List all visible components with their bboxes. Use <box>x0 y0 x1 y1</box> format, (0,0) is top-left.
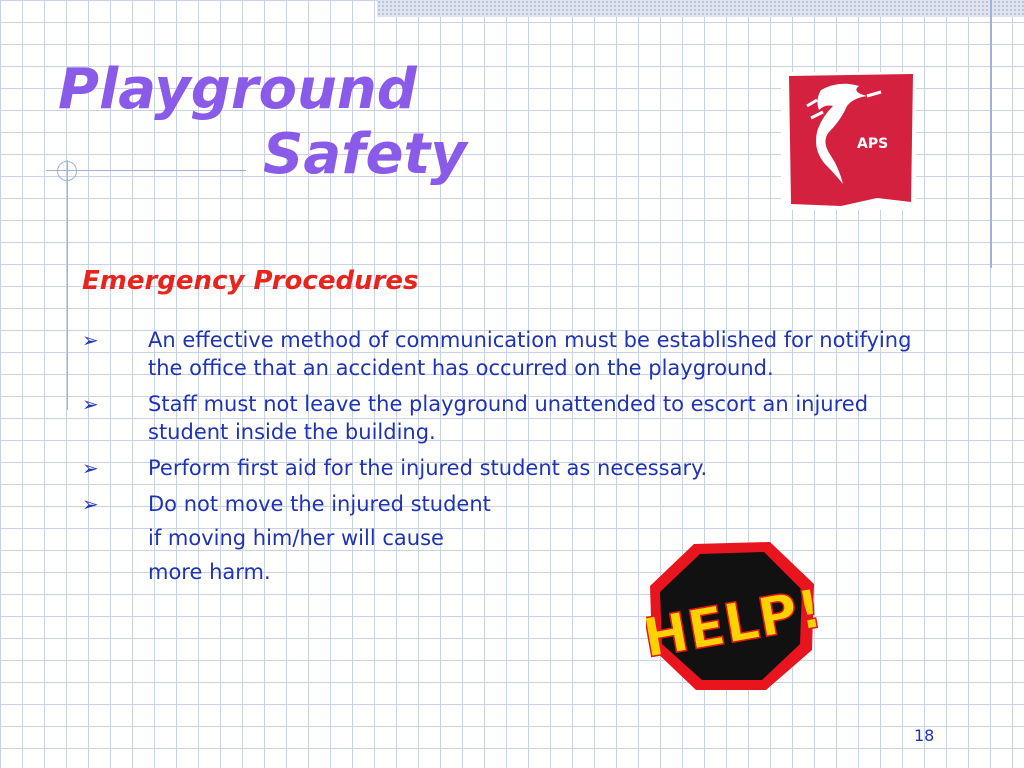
list-item <box>82 326 932 382</box>
bullet-text: Perform first aid for the injured student as necessary. <box>148 456 708 480</box>
decorative-left-line <box>67 160 68 410</box>
logo-text: APS <box>857 136 889 152</box>
help-text: HELP! <box>646 576 818 671</box>
bullet-continuation: more harm. <box>148 560 271 584</box>
decorative-pattern-band <box>377 0 1024 17</box>
aps-logo-icon <box>781 72 916 210</box>
bullet-text: Do not move the injured student <box>148 492 491 516</box>
decorative-right-line <box>990 0 992 268</box>
arrow-bullet-icon: ➢ <box>82 328 99 352</box>
arrow-bullet-icon: ➢ <box>82 456 99 480</box>
bullet-text: Staff must not leave the playground unattended to escort an injured student inside the building. <box>148 392 869 444</box>
slide-title-line2: Safety <box>263 122 467 187</box>
list-item <box>82 454 932 482</box>
slide-title-line1: Playground <box>58 57 417 122</box>
list-item <box>82 390 932 446</box>
section-heading: Emergency Procedures <box>82 266 419 296</box>
decorative-circle-mark <box>57 161 77 181</box>
page-number: 18 <box>914 726 935 745</box>
help-stop-sign-icon <box>646 540 818 692</box>
arrow-bullet-icon: ➢ <box>82 392 99 416</box>
bullet-continuation: if moving him/her will cause <box>148 526 444 550</box>
bullet-text: An effective method of communication must be established for notifying the office that an accident has occurred on the playground. <box>148 328 912 380</box>
arrow-bullet-icon: ➢ <box>82 492 99 516</box>
